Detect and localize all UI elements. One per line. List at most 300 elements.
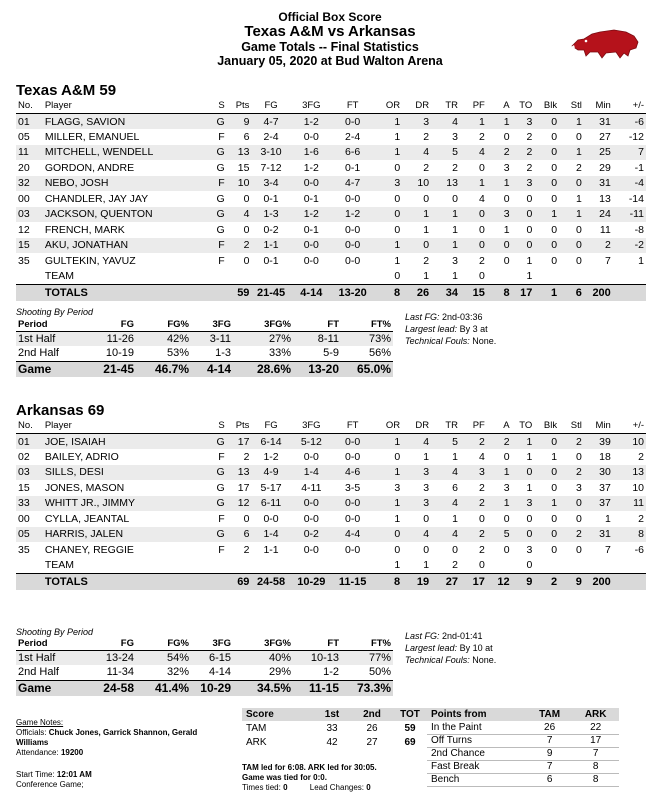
player-stat-cell: 1 [559,207,584,223]
column-header: Min [584,418,613,434]
shooting-cell: 3-11 [191,331,233,346]
totals-row [16,573,646,590]
score-header-row [242,708,428,721]
player-stat-cell: 0 [512,238,535,254]
player-stat-cell: -6 [634,543,644,556]
report-title: Official Box Score [278,10,382,24]
player-stat-cell: 0 [534,238,559,254]
player-stat-cell: 2 [512,145,535,161]
player-stat-cell: 0-1 [303,223,319,236]
player-stat-cell: 37 [599,481,611,494]
player-stat-cell: 6 [452,481,458,494]
player-stat-cell: 1 [373,145,402,161]
team-stat-cell [332,269,373,285]
player-stat-cell: 0 [559,238,584,254]
player-stat-cell: 03 [16,207,43,223]
totals-cell: 8 [373,284,402,301]
shooting-column-header: FT% [341,318,393,331]
column-header: No. [16,98,43,114]
shooting-column-header: 3FG [191,637,233,650]
player-stat-cell: 0 [576,130,582,143]
player-stat-cell: 4-11 [301,481,322,494]
totals-cell: 12 [487,573,512,590]
team-stat-cell: 0 [394,270,401,282]
column-header: FT [332,98,373,114]
totals-cell: 200 [584,284,613,301]
column-header: DR [402,418,431,434]
player-row [16,160,646,176]
team-stat-cell [332,558,373,574]
column-header: Min [584,98,613,114]
player-stat-cell: 1 [526,450,533,463]
player-stat-cell: 0-1 [303,192,319,205]
column-header: Pts [227,418,252,434]
last-fg-label: Last FG: [405,312,440,322]
player-stat-cell: 2 [576,161,582,174]
points-from-row [427,773,619,786]
shooting-cell: 32% [166,666,189,679]
team1-shooting-label: Shooting By Period [16,307,94,317]
player-stat-cell: 0 [576,254,582,267]
technical-fouls-value: None. [472,655,497,665]
team-stat-cell [251,558,290,574]
column-header: No. [16,418,43,434]
team-stat-cell: TEAM [44,559,75,571]
team-stat-cell [613,558,646,574]
points-from-header-row [427,708,619,721]
player-stat-cell: G [216,192,225,205]
shooting-period-row [16,650,393,665]
player-stat-cell: 3-10 [251,145,290,161]
player-stat-cell: 4 [431,496,460,512]
player-stat-cell: MILLER, EMANUEL [44,130,140,143]
player-stat-cell: JOE, ISAIAH [43,434,198,450]
totals-cell: 1 [534,284,559,301]
score-column-header: Score [242,708,312,721]
team-stat-cell [251,269,290,285]
player-stat-cell: CHANDLER, JAY JAY [44,192,149,205]
player-stat-cell: F [198,176,227,192]
player-stat-cell: 0 [503,543,510,556]
player-stat-cell: 0-0 [332,496,373,512]
shooting-cell: 8-11 [293,331,341,346]
player-stat-cell: 29 [599,161,611,174]
player-stat-cell: 0-0 [291,176,332,192]
player-stat-cell: -12 [628,130,644,143]
largest-lead-value: By 10 at [459,643,493,653]
column-header: Stl [559,418,584,434]
player-stat-cell: 0 [394,161,401,174]
player-stat-cell: 1 [526,254,533,267]
player-stat-cell: 2 [559,527,584,543]
player-stat-cell: 0-0 [303,450,319,463]
player-stat-cell: 6 [227,527,252,543]
player-stat-cell: 10 [632,481,644,494]
player-stat-cell: 0 [402,238,431,254]
team-stat-cell [559,558,584,574]
points-from-cell: 7 [527,760,572,773]
column-header: TO [512,98,535,114]
player-stat-cell: 1 [604,512,611,525]
shooting-cell: 40% [233,650,293,665]
team2-side-notes [405,630,496,666]
player-stat-cell: 3 [402,496,431,512]
column-header: TO [512,418,535,434]
points-from-cell: 7 [572,747,619,760]
razorback-logo-icon [570,26,640,62]
shooting-cell: 50% [368,666,391,679]
player-stat-cell: 0 [460,238,487,254]
player-row [16,191,646,207]
score-cell: 69 [404,736,416,748]
player-stat-cell: BAILEY, ADRIO [44,450,119,463]
player-stat-cell: 0-0 [303,130,319,143]
player-stat-cell: 0 [534,145,559,161]
player-stat-cell: 1 [373,496,402,512]
team-stat-cell [487,558,512,574]
totals-cell: 21-45 [251,284,290,301]
player-stat-cell: 2 [638,450,644,463]
player-stat-cell: 1-1 [251,238,290,254]
start-time-value: 12:01 AM [56,770,92,779]
team-row [16,558,646,574]
player-stat-cell: -14 [628,192,644,205]
totals-cell: 24-58 [251,573,290,590]
player-stat-cell: 17 [237,481,250,494]
shooting-column-header: FG% [136,637,191,650]
totals-cell [613,573,646,590]
team-stat-cell [613,269,646,285]
player-stat-cell: 7 [604,254,611,267]
player-stat-cell: 1 [576,192,582,205]
player-stat-cell: 1 [638,254,644,267]
player-stat-cell: 4-7 [251,114,290,130]
score-cell: 26 [366,722,378,734]
player-stat-cell: 35 [18,254,30,267]
score-cell: ARK [246,736,267,748]
player-stat-cell: 03 [16,465,43,481]
officials-line [16,728,226,748]
column-header: +/- [613,98,646,114]
score-column-header: 2nd [352,708,392,721]
player-stat-cell: 3 [512,176,535,192]
player-stat-cell: G [216,223,225,236]
player-stat-cell: 3-5 [345,481,361,494]
totals-cell: 9 [512,573,535,590]
player-stat-cell: 0-0 [291,238,332,254]
player-row [16,542,646,558]
player-stat-cell: 9 [227,114,252,130]
player-stat-cell: 0-0 [345,254,361,267]
column-header: Blk [534,418,559,434]
player-stat-cell: 1 [512,434,535,450]
shooting-column-header: Period [16,318,86,331]
player-stat-cell: 32 [16,176,43,192]
player-stat-cell: 1 [394,512,401,525]
player-stat-cell: 25 [584,145,613,161]
player-stat-cell: 10 [402,176,431,192]
team-stat-cell: 1 [423,270,430,282]
player-stat-cell: FLAGG, SAVION [43,114,198,130]
last-fg-value: 2nd-03:36 [442,312,483,322]
player-stat-cell: 0 [460,207,487,223]
player-stat-cell: 3 [576,481,582,494]
player-stat-cell: 0 [576,512,582,525]
player-stat-cell: 2 [487,434,512,450]
lead-info [242,763,377,793]
player-stat-cell: 3 [394,481,401,494]
player-stat-cell: F [218,512,225,525]
largest-lead-label: Largest lead: [405,324,458,334]
player-stat-cell: 4 [460,145,487,161]
player-stat-cell: 1-3 [251,207,290,223]
totals-cell: 200 [584,573,613,590]
player-stat-cell: 2 [526,161,533,174]
report-subtitle: Game Totals -- Final Statistics [241,40,419,54]
points-from-row [427,734,619,747]
player-stat-cell: 10 [613,434,646,450]
totals-cell: TOTALS [43,573,198,590]
player-stat-cell: 05 [18,130,30,143]
player-stat-cell: F [218,130,225,143]
player-stat-cell: 0 [503,254,510,267]
player-stat-cell: 4-7 [332,176,373,192]
player-stat-cell: 0 [551,223,558,236]
player-stat-cell: 0 [512,465,535,481]
player-stat-cell: 0 [478,223,485,236]
totals-cell: 69 [227,573,252,590]
player-stat-cell: 6-6 [332,145,373,161]
player-stat-cell: 1-2 [332,207,373,223]
player-stat-cell: F [218,543,225,556]
player-stat-cell: 0 [551,254,558,267]
player-stat-cell: 0 [243,223,250,236]
totals-cell: 13-20 [332,284,373,301]
player-stat-cell: G [198,527,227,543]
player-stat-cell: 4-9 [251,465,290,481]
player-stat-cell: 1 [551,450,558,463]
shooting-game-cell: 4-14 [191,361,233,377]
player-stat-cell: 7 [604,543,611,556]
attendance-line [16,748,226,758]
attendance-value: 19200 [60,748,84,757]
player-row [16,145,646,161]
player-stat-cell: 0 [534,527,559,543]
team-stat-cell [534,558,559,574]
points-from-cell: 9 [527,747,572,760]
player-stat-cell: 4 [402,434,431,450]
player-stat-cell: 1-6 [291,145,332,161]
team1-shooting-table [16,318,393,377]
player-stat-cell: 13 [599,192,611,205]
technical-fouls-label: Technical Fouls: [405,336,470,346]
player-stat-cell: G [198,207,227,223]
player-stat-cell: 13 [613,465,646,481]
player-stat-cell: 0 [452,192,458,205]
player-stat-cell: 2 [460,496,487,512]
team-stat-cell [584,269,613,285]
lead-info-line1: TAM led for 6:08. ARK led for 30:05. [242,763,377,772]
totals-cell [198,284,227,301]
player-stat-cell: 24 [584,207,613,223]
player-stat-cell: 17 [227,434,252,450]
score-by-half-table [242,708,428,749]
points-from-cell: In the Paint [427,721,527,734]
player-stat-cell: 0-0 [345,512,361,525]
player-stat-cell: 3 [503,161,510,174]
player-stat-cell: 0-0 [303,512,319,525]
player-row [16,480,646,496]
team1-box-table [16,98,646,301]
team2-shooting-label: Shooting By Period [16,627,94,637]
player-stat-cell: 0-0 [303,543,319,556]
player-stat-cell: 2 [559,465,584,481]
player-stat-cell: 0 [534,434,559,450]
team-stat-cell: TEAM [44,270,75,282]
player-stat-cell: WHITT JR., JIMMY [43,496,198,512]
shooting-game-cell: 21-45 [86,361,136,377]
times-tied-value: 0 [283,783,288,792]
team-stat-cell [227,558,252,574]
shooting-header-row [16,318,393,331]
last-fg-value: 2nd-01:41 [442,631,483,641]
player-stat-cell: 1 [394,254,401,267]
team-stat-cell [291,269,332,285]
player-stat-cell: 0 [551,161,558,174]
player-row [16,176,646,192]
totals-cell: 34 [431,284,460,301]
game-notes-title: Game Notes: [16,718,64,727]
player-stat-cell: 1 [559,114,584,130]
totals-row [16,284,646,301]
column-header: OR [373,418,402,434]
team-stat-cell [16,269,43,285]
lead-changes-value: 0 [366,783,371,792]
player-stat-cell: 2 [243,543,250,556]
totals-cell [613,284,646,301]
player-stat-cell: JACKSON, QUENTON [43,207,198,223]
player-stat-cell: 0 [394,192,401,205]
player-row [16,222,646,238]
totals-cell: 8 [373,573,402,590]
player-stat-cell: 0 [243,512,250,525]
column-header: Pts [227,98,252,114]
player-stat-cell: AKU, JONATHAN [43,238,198,254]
player-stat-cell: 1 [487,465,512,481]
player-stat-cell: 0 [503,130,510,143]
points-from-cell: 26 [527,721,572,734]
player-stat-cell: 2 [227,238,252,254]
column-header: Player [43,98,198,114]
player-stat-cell: 0 [551,481,558,494]
totals-cell [16,573,43,590]
player-stat-cell: G [198,434,227,450]
report-header [0,10,660,68]
start-time-label: Start Time: [16,770,55,779]
player-stat-cell: 1 [559,145,584,161]
player-stat-cell: 12 [227,496,252,512]
shooting-cell: 10-13 [293,650,341,665]
player-stat-cell: 7 [613,145,646,161]
player-stat-cell: 0 [526,192,533,205]
points-from-column-header: TAM [527,708,572,721]
largest-lead-label: Largest lead: [405,643,458,653]
shooting-cell: 13-24 [86,650,136,665]
points-from-cell: 7 [527,734,572,747]
shooting-cell: 2nd Half [18,666,59,679]
points-from-cell: Fast Break [427,760,527,773]
player-stat-cell: 0 [551,130,558,143]
player-stat-cell: 01 [16,434,43,450]
column-header: FG [251,418,290,434]
player-stat-cell: 3 [373,176,402,192]
player-stat-cell: 0 [576,450,582,463]
player-stat-cell: 0 [423,512,430,525]
lead-info-line2: Game was tied for 0:0. [242,773,327,782]
player-stat-cell: 2 [452,161,458,174]
player-stat-cell: 1 [431,238,460,254]
player-row [16,238,646,254]
player-row [16,527,646,543]
team-stat-cell [198,269,227,285]
player-stat-cell: 10 [227,176,252,192]
shooting-game-cell: 28.6% [233,361,293,377]
player-stat-cell: 1 [431,207,460,223]
player-stat-cell: 1 [373,238,402,254]
player-stat-cell: 6 [243,130,250,143]
player-stat-cell: GORDON, ANDRE [44,161,135,174]
conference-note: Conference Game; [16,780,84,789]
matchup-title: Texas A&M vs Arkansas [244,23,416,40]
shooting-game-cell: 13-20 [293,361,341,377]
points-from-row [427,721,619,734]
player-row [16,511,646,527]
totals-cell: 2 [534,573,559,590]
score-row [242,721,428,735]
player-stat-cell: MITCHELL, WENDELL [43,145,198,161]
shooting-header-row [16,637,393,650]
player-stat-cell: 4-4 [332,527,373,543]
player-stat-cell: 0 [394,543,401,556]
team-stat-cell [227,269,252,285]
player-stat-cell: 0 [503,192,510,205]
points-from-column-header: Points from [427,708,527,721]
player-stat-cell: 3-4 [251,176,290,192]
player-stat-cell: 0 [559,496,584,512]
points-from-cell: Off Turns [427,734,527,747]
player-stat-cell: 2 [423,130,430,143]
player-stat-cell: 1 [373,114,402,130]
totals-cell: TOTALS [43,284,198,301]
shooting-cell: 6-15 [191,650,233,665]
shooting-period-row [16,346,393,361]
points-from-cell: Bench [427,773,527,786]
player-stat-cell: 35 [18,543,30,556]
shooting-column-header: 3FG% [233,318,293,331]
player-stat-cell: 0-0 [263,512,279,525]
player-stat-cell: 4 [402,527,431,543]
points-from-row [427,747,619,760]
player-stat-cell: G [198,465,227,481]
player-stat-cell: 0 [394,223,401,236]
team2-header-row [16,418,646,434]
player-stat-cell: G [198,145,227,161]
player-stat-cell: 0-0 [332,114,373,130]
team-stat-cell: 1 [452,270,458,282]
player-stat-cell: 0 [512,207,535,223]
player-stat-cell: 0 [551,512,558,525]
player-stat-cell: 0 [487,238,512,254]
